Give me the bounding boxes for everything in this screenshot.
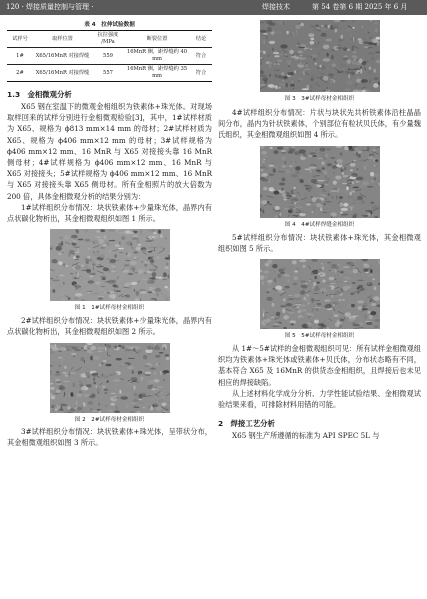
col-header: 断裂位置 [124, 31, 190, 48]
table-cell: 16MnR 侧，距焊缝约 40 mm [124, 48, 190, 65]
micrograph-image [50, 229, 170, 301]
section-heading: 1.3 金相微观分析 [7, 90, 72, 99]
figure-caption: 图 1 1#试样母材金相组织 [74, 305, 145, 312]
micrograph-image [260, 259, 380, 329]
figure-5 [218, 259, 421, 339]
micrograph-corner-label: 4 [373, 211, 377, 217]
figure-1 [7, 229, 212, 311]
micrograph-corner-label: 1 [163, 295, 167, 301]
table-row [7, 48, 212, 65]
table-cell: 符合 [190, 65, 212, 82]
micrograph-image [260, 146, 380, 218]
body-paragraph: 2#试样组织分布情况：块状铁素体+少量珠光体，晶界内有点状碳化物析出，其金相微观组织如图 2 所示。 [7, 316, 212, 337]
col-header: 结论 [190, 31, 212, 48]
micrograph-corner-label: 2 [163, 406, 167, 412]
table4-caption: 表 4 拉伸试验数据 [84, 22, 135, 28]
body-paragraph: 从 1#～5#试样的金相微观组织可见：所有试样金相微观组织均为铁素体+珠光体或铁素体+贝氏体，分布状态略有不同，基本符合 X65 及 16MnR 的供货态金相组织，且焊接后也未见相应的焊接缺陷。 [218, 344, 421, 387]
figure-caption: 图 2 2#试样母材金相组织 [74, 416, 145, 423]
table-cell: 16MnR 侧，距焊缝约 35 mm [124, 65, 190, 82]
table-cell: 符合 [190, 48, 212, 65]
table-cell: 559 [92, 48, 124, 65]
table-cell: 1# [7, 48, 33, 65]
body-paragraph: 5#试样组织分布情况：块状铁素体+珠光体，其金相微观组织如图 5 所示。 [218, 232, 421, 253]
table-cell: 2# [7, 65, 33, 82]
tensile-table [7, 30, 212, 82]
header-journal: 焊接技术 [262, 3, 290, 11]
table-row [7, 65, 212, 82]
col-header: 取样位置 [33, 31, 92, 48]
body-paragraph: 从上述材料化学成分分析、力学性能试验结果、金相微观试验结果来看，可排除材料用错的可能。 [218, 388, 421, 410]
micrograph-image [260, 20, 380, 92]
right-column [218, 20, 421, 441]
body-paragraph: 1#试样组织分布情况：块状铁素体+少量珠光体，晶界内有点状碳化物析出，其金相微观组织如图 1 所示。 [7, 202, 212, 224]
col-header: 抗拉强度 /MPa [92, 31, 124, 48]
figure-caption: 图 4 4#试样焊缝金相组织 [284, 221, 355, 228]
body-paragraph: 3#试样组织分布情况：块状铁素体+珠光体，呈带状分布，其金相微观组织如图 3 所示。 [7, 426, 212, 447]
figure-2 [7, 343, 212, 423]
micrograph-image [50, 343, 170, 413]
table-cell: 557 [92, 65, 124, 82]
micrograph-corner-label: 5 [373, 323, 377, 329]
running-header [0, 0, 427, 15]
figure-3 [218, 20, 421, 102]
left-column [7, 20, 212, 448]
body-paragraph: X65 钢在室温下的微观金相组织为铁素体+珠光体。对现场取样回来的试样分别进行金相微观检验[3]，其中，1#试样材质为 X65、规格为 ϕ813 mm×14 mm 的母材；2#试样材质为 X65、规格为 ϕ406 mm×12 mm 的母材；3#试样规格为 ϕ406 mm×12 mm、16 MnR 与 X65 对接接头靠 16 MnR 侧母材；4#试样规格为 ϕ406 mm×12 mm、16 MnR 与 X65 对接接头；5#试样规格为 ϕ406 mm×12 mm、16 MnR 与 X65 对接接头靠 X65 侧母材。所有金相照片的放大倍数为 200 倍，具体金相微观分析的结果分别为： [7, 102, 212, 201]
table-cell: X65/16MnR 对接焊缝 [33, 48, 92, 65]
table-cell: X65/16MnR 对接焊缝 [33, 65, 92, 82]
body-paragraph: X65 钢生产所遵循的标准为 API SPEC 5L 与 [232, 431, 380, 441]
header-left: 120 · 焊接质量控制与管理 · [6, 3, 94, 11]
body-paragraph: 4#试样组织分布情况：片状与块状先共析铁素体沿柱晶晶间分布，晶内为针状铁素体，个别部位有粒状贝氏体，有少量魏氏组织，其金相微观组织如图 4 所示。 [218, 108, 421, 140]
section-heading: 2 焊接工艺分析 [218, 419, 275, 429]
figure-caption: 图 5 5#试样母材金相组织 [284, 333, 355, 340]
micrograph-corner-label: 3 [373, 86, 377, 91]
header-issue: 第 54 卷第 6 期 2025 年 6 月 [312, 3, 408, 11]
figure-4 [218, 146, 421, 228]
col-header: 试样号 [7, 31, 33, 48]
figure-caption: 图 3 3#试样母材金相组织 [284, 96, 355, 102]
